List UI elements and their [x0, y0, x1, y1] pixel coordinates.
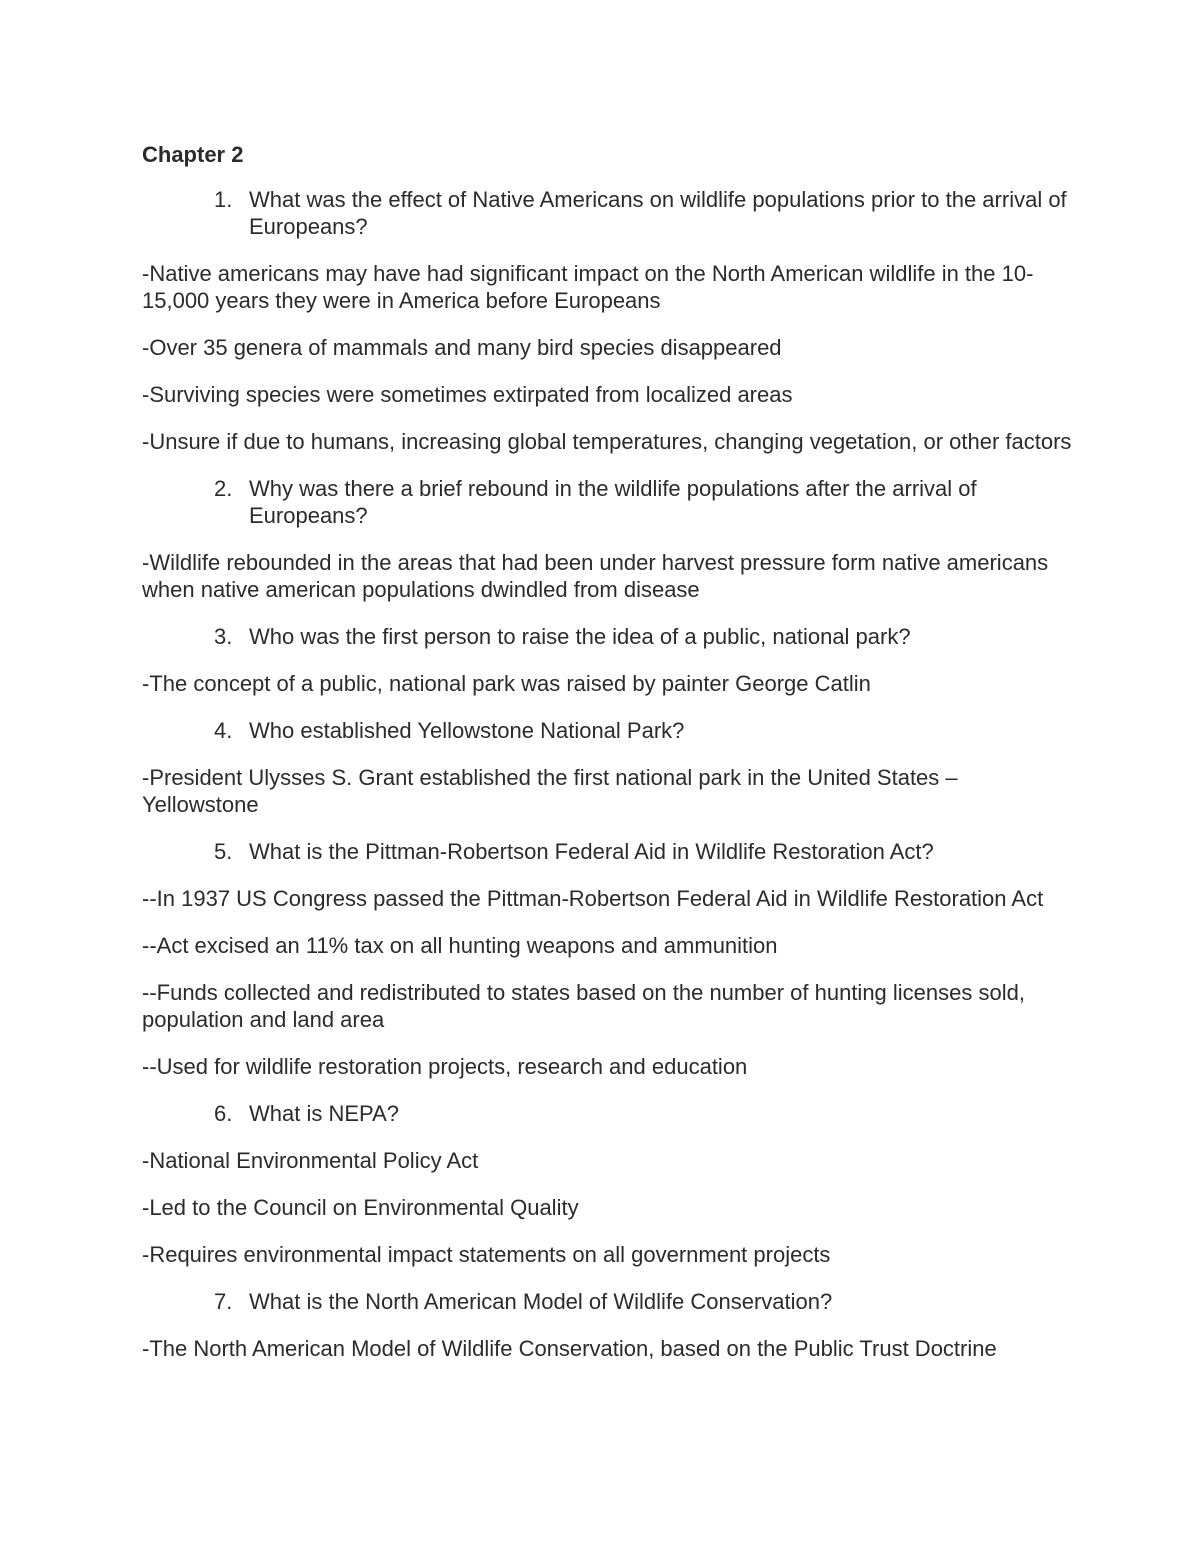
question-item — [142, 717, 1072, 744]
question-text: What is the Pittman-Robertson Federal Aid in Wildlife Restoration Act? — [249, 839, 934, 864]
answer-line: --In 1937 US Congress passed the Pittman-Robertson Federal Aid in Wildlife Restoration Act — [142, 886, 1044, 911]
question-number: 2. — [214, 476, 233, 501]
question-text: Who was the first person to raise the idea of a public, national park? — [249, 624, 911, 649]
answer-line: -Wildlife rebounded in the areas that had been under harvest pressure form native americans when native american populations dwindled from disease — [142, 550, 1049, 602]
question-number: 3. — [214, 624, 233, 649]
answer-line: --Act excised an 11% tax on all hunting weapons and ammunition — [142, 933, 778, 958]
question-number: 5. — [214, 839, 233, 864]
question-text: Why was there a brief rebound in the wildlife populations after the arrival of Europeans? — [249, 476, 977, 528]
answer-line: --Funds collected and redistributed to states based on the number of hunting licenses sold, population and land area — [142, 980, 1025, 1032]
question-text: What is NEPA? — [249, 1101, 399, 1126]
question-item — [142, 838, 1072, 865]
answer-line: -The concept of a public, national park was raised by painter George Catlin — [142, 671, 871, 696]
answer-line: -Over 35 genera of mammals and many bird species disappeared — [142, 335, 782, 360]
question-number: 4. — [214, 718, 233, 743]
answer-line: --Used for wildlife restoration projects, research and education — [142, 1054, 748, 1079]
answer-line: -Surviving species were sometimes extirpated from localized areas — [142, 382, 793, 407]
answer-line: -Native americans may have had significant impact on the North American wildlife in the 10-15,000 years they were in America before Europeans — [142, 261, 1034, 313]
question-item — [142, 623, 1072, 650]
question-text: Who established Yellowstone National Park? — [249, 718, 685, 743]
question-number: 6. — [214, 1101, 233, 1126]
question-item — [142, 1288, 1072, 1315]
question-item — [142, 186, 1072, 240]
document-page — [142, 140, 1072, 1382]
answer-line: -Unsure if due to humans, increasing global temperatures, changing vegetation, or other factors — [142, 429, 1072, 454]
chapter-heading: Chapter 2 — [142, 142, 244, 167]
answer-line: -Led to the Council on Environmental Quality — [142, 1195, 579, 1220]
question-text: What was the effect of Native Americans on wildlife populations prior to the arrival of Europeans? — [249, 187, 1067, 239]
answer-line: -Requires environmental impact statements on all government projects — [142, 1242, 831, 1267]
question-item — [142, 475, 1072, 529]
answer-line: -President Ulysses S. Grant established the first national park in the United States – Yellowstone — [142, 765, 958, 817]
question-text: What is the North American Model of Wildlife Conservation? — [249, 1289, 833, 1314]
question-number: 1. — [214, 187, 233, 212]
answer-line: -National Environmental Policy Act — [142, 1148, 479, 1173]
question-number: 7. — [214, 1289, 233, 1314]
question-item — [142, 1100, 1072, 1127]
answer-line: -The North American Model of Wildlife Conservation, based on the Public Trust Doctrine — [142, 1336, 997, 1361]
